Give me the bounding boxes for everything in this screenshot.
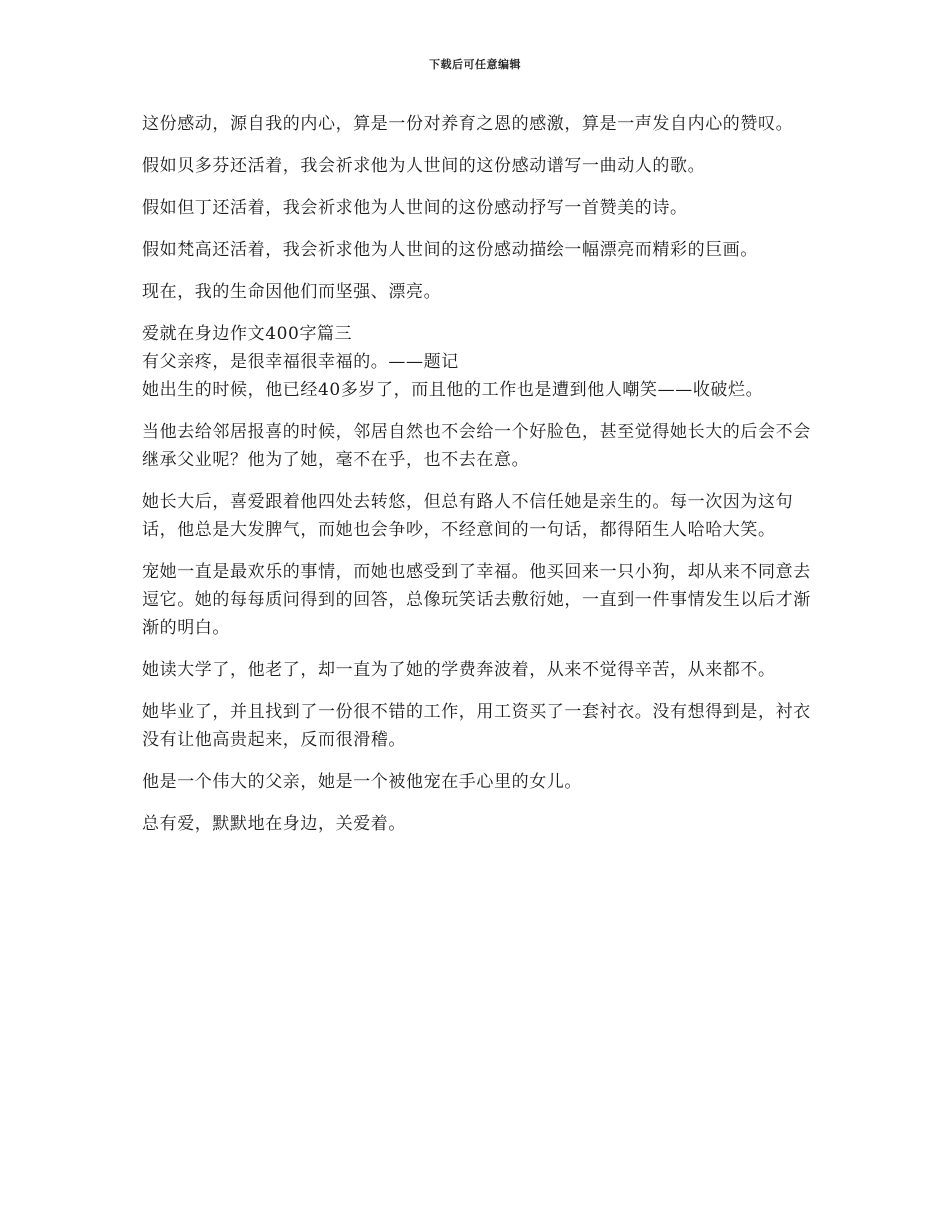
paragraph-8: 她长大后，喜爱跟着他四处去转悠，但总有路人不信任她是亲生的。每一次因为这句话，他总是大发脾气，而她也会争吵，不经意间的一句话，都得陌生人哈哈大笑。 [142,492,794,540]
paragraph-6: 她出生的时候，他已经40多岁了，而且他的工作也是遭到他人嘲笑——收破烂。 [142,380,764,400]
paragraph-7: 当他去给邻居报喜的时候，邻居自然也不会给一个好脸色，甚至觉得她长大的后会不会继承父业呢？他为了她，毫不在乎，也不去在意。 [142,422,811,470]
document-body [142,110,812,852]
paragraph-9: 宠她一直是最欢乐的事情，而她也感受到了幸福。他买回来一只小狗，却从来不同意去逗它。她的每每质问得到的回答，总像玩笑话去敷衍她，一直到一件事情发生以后才渐渐的明白。 [142,562,811,638]
paragraph-5: 现在，我的生命因他们而坚强、漂亮。 [142,282,442,302]
paragraph-1: 这份感动，源自我的内心，算是一份对养育之恩的感激，算是一声发自内心的赞叹。 [142,114,794,134]
paragraph-12: 他是一个伟大的父亲，她是一个被他宠在手心里的女儿。 [142,772,582,792]
paragraph-4: 假如梵高还活着，我会祈求他为人世间的这份感动描绘一幅漂亮而精彩的巨画。 [142,240,758,260]
epigraph: 有父亲疼，是很幸福很幸福的。——题记 [142,352,459,372]
section-title: 爱就在身边作文400字篇三 [142,324,353,344]
page-header: 下载后可任意编辑 [429,58,521,71]
paragraph-10: 她读大学了，他老了，却一直为了她的学费奔波着，从来不觉得辛苦，从来都不。 [142,660,776,680]
paragraph-11: 她毕业了，并且找到了一份很不错的工作，用工资买了一套衬衣。没有想得到是，衬衣没有让他高贵起来，反而很滑稽。 [142,702,811,750]
paragraph-13: 总有爱，默默地在身边，关爱着。 [142,814,406,834]
paragraph-3: 假如但丁还活着，我会祈求他为人世间的这份感动抒写一首赞美的诗。 [142,198,688,218]
paragraph-2: 假如贝多芬还活着，我会祈求他为人世间的这份感动谱写一曲动人的歌。 [142,156,706,176]
